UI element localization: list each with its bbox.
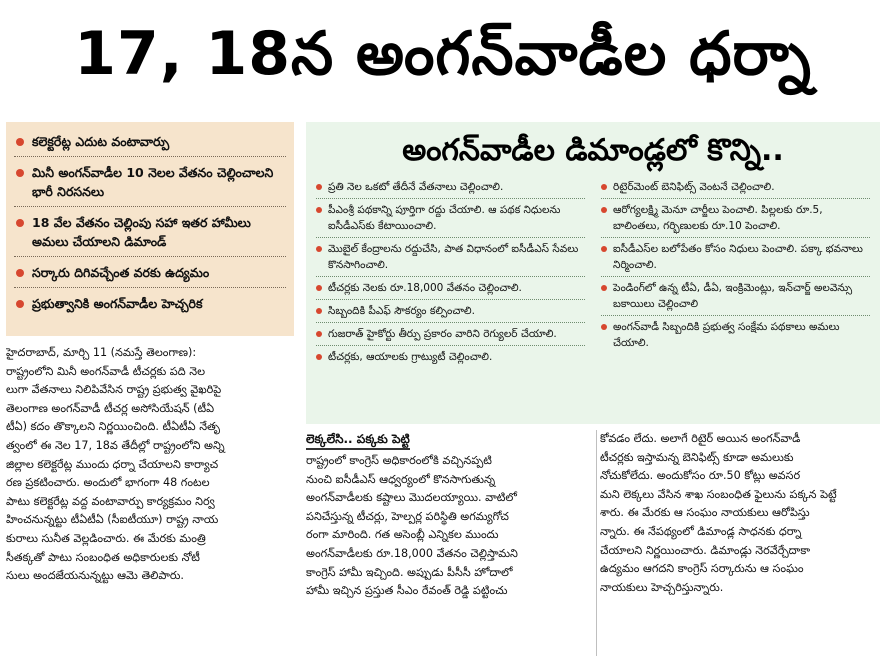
demand-item [601, 176, 870, 199]
section-subheading: లెక్కలేసి.. పక్కకు పెట్టి [306, 430, 410, 450]
article-line: టీఏ) కదం తొక్కాలని నిర్ణయించింది. టీఏటీఏ నేతృ [6, 420, 220, 434]
bullet-icon [16, 169, 24, 177]
article-line: శారు. ఈ మేరకు ఆ సంఘం నాయకులు ఆరోపిస్తు [600, 506, 810, 520]
summary-point [14, 126, 286, 157]
demand-item [601, 277, 870, 316]
bullet-icon [316, 184, 322, 190]
summary-point-text: కలెక్టరేట్ల ఎదుట వంటావార్పు [32, 134, 170, 149]
bullet-icon [601, 285, 607, 291]
article-line: త్వంలో ఈ నెల 17, 18వ తేదీల్లో రాష్ట్రంలోని అన్ని [6, 438, 225, 452]
summary-point-text: మినీ అంగన్‌వాడీల 10 నెలల వేతనం చెల్లించాలని భారీ నిరసనలు [32, 165, 274, 199]
demand-item [316, 199, 585, 238]
article-line: అంగన్‌వాడీలకు రూ.18,000 వేతనం చెల్లిస్తామని [306, 546, 518, 560]
article-line: టీచర్లకు ఇస్తామన్న బెనిఫిట్స్ కూడా అమలుకు [600, 450, 794, 464]
article-line: జిల్లాల కలెక్టరేట్ల ముందు ధర్నా చేయాలని కార్యాచ [6, 457, 219, 471]
demand-text: మొబైల్ కేంద్రాలను రద్దుచేసి, పాత విధానంలో ఐసీడీఎస్ సేవలు కొనసాగించాలి. [328, 243, 579, 271]
article-line: అంగన్‌వాడీలకు కష్టాలు మొదలయ్యాయి. వాటిలో [306, 491, 517, 505]
article-line: సులు అందజేయనున్నట్టు ఆమె తెలిపారు. [6, 569, 184, 583]
column-divider [596, 430, 597, 656]
demands-right-column [601, 176, 870, 368]
demand-text: అంగన్‌వాడీ సిబ్బందికి ప్రభుత్వ సంక్షేమ పథకాలు అమలు చేయాలి. [613, 321, 840, 349]
demand-item [316, 277, 585, 300]
bullet-icon [601, 184, 607, 190]
bullet-icon [16, 269, 24, 277]
article-column-2 [306, 430, 592, 601]
article-line: మని లెక్కలు వేసిన శాఖ సంబంధిత ఫైలును పక్కన పెట్టే [600, 487, 837, 501]
bullet-icon [601, 207, 607, 213]
article-column-1 [6, 344, 294, 586]
demands-box [306, 122, 880, 424]
summary-point [14, 207, 286, 257]
summary-point-text: ప్రభుత్వానికి అంగన్‌వాడీల హెచ్చరిక [32, 296, 203, 311]
demand-item [601, 316, 870, 354]
demand-item [601, 238, 870, 277]
article-line: పాటు కలెక్టరేట్ల వద్ద వంటావార్పు కార్యక్రమం నిర్వ [6, 494, 215, 508]
bullet-icon [316, 331, 322, 337]
headline: 17, 18న అంగన్‌వాడీల ధర్నా [74, 19, 812, 89]
demands-title: అంగన్‌వాడీల డిమాండ్లలో కొన్ని.. [402, 133, 784, 168]
article-line: హామీ ఇచ్చిన ప్రస్తుత సీఎం రేవంత్ రెడ్డి పట్టించు [306, 584, 508, 598]
demand-text: ప్రతి నెల ఒకటో తేదీనే వేతనాలు చెల్లించాలి. [328, 181, 504, 193]
article-line: నాయకులు హెచ్చరిస్తున్నారు. [600, 580, 724, 594]
article-line: తెలంగాణ అంగన్‌వాడీ టీచర్ల అసోసియేషన్ (టీఏ [6, 401, 215, 415]
demand-item [316, 346, 585, 368]
bullet-icon [316, 354, 322, 360]
summary-point [14, 288, 286, 318]
article-line: కురాలు సునీత వెల్లడించారు. ఈ మేరకు మంత్రి [6, 531, 206, 545]
article-line: న్నారు. ఈ నేపథ్యంలో డిమాండ్ల సాధనకు ధర్నా [600, 524, 802, 538]
article-line: లుగా వేతనాలు నిలిపివేసిన రాష్ట్ర ప్రభుత్వ వైఖరిపై [6, 383, 222, 397]
bullet-icon [16, 219, 24, 227]
article-line: చేయాలని నిర్ణయించారు. డిమాండ్లు నెరవేర్చేదాకా [600, 543, 811, 557]
demand-item [316, 300, 585, 323]
article-line: రాష్ట్రంలో కాంగ్రెస్ అధికారంలోకి వచ్చినప్పటి [306, 454, 492, 467]
article-line: రణ ప్రకటించారు. అందులో భాగంగా 48 గంటల [6, 476, 210, 490]
article-line: సీతక్కతో పాటు సంబంధిత అధికారులకు నోటీ [6, 550, 200, 564]
article-line: నోచుకోలేదు. అందుకోసం రూ.50 కోట్లు అవసర [600, 469, 801, 483]
demand-text: రిటైర్‌మెంట్ బెనిఫిట్స్ వెంటనే చెల్లించాలి. [613, 181, 775, 193]
demand-text: టీచర్లకు నెలకు రూ.18,000 వేతనం చెల్లించాలి. [328, 282, 522, 294]
article-line: హైదరాబాద్, మార్చి 11 (నమస్తే తెలంగాణ): [6, 346, 197, 359]
article-line: నుంచి ఐసీడీఎస్ ఆధ్వర్యంలో కొనసాగుతున్న [306, 472, 496, 486]
article-line: కాంగ్రెస్ హామీ ఇచ్చింది. అప్పుడు పీసీసీ హోదాలో [306, 565, 513, 579]
demands-left-column [316, 176, 585, 368]
bullet-icon [316, 308, 322, 314]
article-line: హించనున్నట్టు టీఏటీఏ (సీఐటీయూ) రాష్ట్ర నాయ [6, 513, 219, 527]
demand-item [316, 323, 585, 346]
demand-text: ఐసీడీఎస్‌ల బలోపేతం కోసం నిధులు పెంచాలి. పక్కా భవనాలు నిర్మించాలి. [613, 243, 863, 271]
summary-point-text: సర్కారు దిగివచ్చేంత వరకు ఉద్యమం [32, 265, 210, 280]
bullet-icon [601, 246, 607, 252]
bullet-icon [601, 324, 607, 330]
article-line: రాష్ట్రంలోని మినీ అంగన్‌వాడీ టీచర్లకు పది నెల [6, 364, 205, 378]
article-column-3 [600, 430, 880, 597]
summary-point-text: 18 వేల వేతనం చెల్లింపు సహా ఇతర హామీలు అమలు చేయాలని డిమాండ్ [32, 215, 251, 249]
summary-point [14, 157, 286, 207]
bullet-icon [316, 246, 322, 252]
demand-text: గుజరాత్ హైకోర్టు తీర్పు ప్రకారం వారిని రెగ్యులర్ చేయాలి. [328, 328, 557, 340]
demand-text: టీచర్లకు, ఆయాలకు గ్రాట్యుటీ చెల్లించాలి. [328, 351, 493, 363]
summary-box [6, 122, 294, 336]
article-line: రంగా మారింది. గత అసెంబ్లీ ఎన్నికల ముందు [306, 528, 499, 542]
article-line: ఉద్యమం ఆగదని కాంగ్రెస్ సర్కారును ఆ సంఘం [600, 562, 804, 576]
demand-text: సిబ్బందికి పీఎఫ్ సౌకర్యం కల్పించాలి. [328, 305, 475, 317]
demand-item [316, 176, 585, 199]
demand-text: పెండింగ్‌లో ఉన్న టీఏ, డీఏ, ఇంక్రిమెంట్లు, ఇన్‌చార్జ్ అలవెన్సు బకాయిలు చెల్లించాలి [613, 282, 853, 310]
summary-point [14, 257, 286, 288]
bullet-icon [16, 300, 24, 308]
article-line: కోవడం లేదు. అలాగే రిటైర్ అయిన అంగన్‌వాడీ [600, 432, 801, 445]
bullet-icon [16, 138, 24, 146]
article-line: పనిచేస్తున్న టీచర్లు, హెల్పర్ల పరిస్థితి అగమ్యగోచ [306, 509, 509, 523]
demand-text: పీఎంశ్రీ పథకాన్ని పూర్తిగా రద్దు చేయాలి. ఆ పథక నిధులను ఐసీడీఎస్‌కు కేటాయించాలి. [328, 204, 561, 232]
demand-text: ఆరోగ్యలక్ష్మి మెనూ చార్జీలు పెంచాలి. పిల్లలకు రూ.5, బాలింతలు, గర్భిణులకు రూ.10 పెంచాలి. [613, 204, 823, 232]
demand-item [316, 238, 585, 277]
bullet-icon [316, 285, 322, 291]
bullet-icon [316, 207, 322, 213]
demand-item [601, 199, 870, 238]
